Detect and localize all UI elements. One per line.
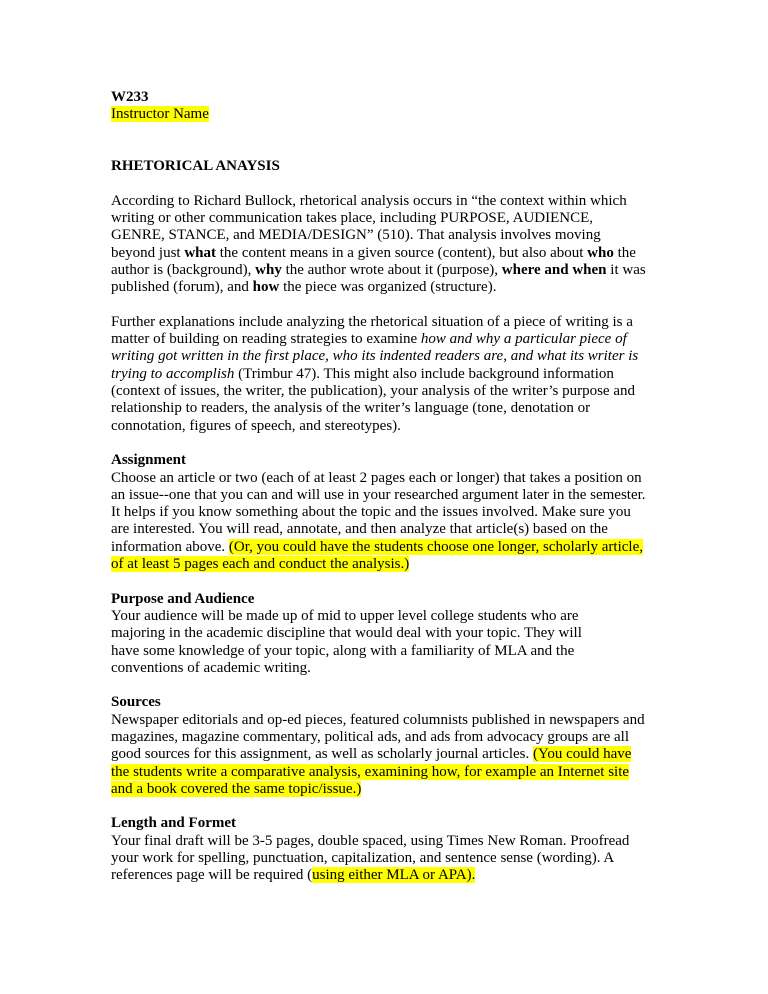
text-line (111, 591, 646, 608)
text-run: (context of issues, the writer, the publication), your analysis of the writer’s purpose and (111, 383, 635, 400)
text-run: According to Richard Bullock, rhetorical analysis occurs in “the context within which (111, 192, 627, 209)
text-run: matter of building on reading strategies to examine (111, 331, 421, 348)
text-run: it was (606, 261, 646, 278)
text-line (111, 643, 646, 660)
text-run: magazines, magazine commentary, political ads, and ads from advocacy groups are all (111, 728, 629, 745)
text-line (111, 227, 646, 244)
section-heading: W233 (111, 89, 149, 105)
text-run: published (forum), and (111, 279, 253, 296)
blank-line (111, 175, 646, 192)
italic-text: writing got written in the first place, who its indented readers are, and what its writer is (111, 348, 639, 365)
text-run: beyond just (111, 244, 185, 261)
text-run: are interested. You will read, annotate, and then analyze that article(s) based on the (111, 521, 608, 538)
blank-line (111, 435, 646, 452)
text-line (111, 193, 646, 210)
text-run: (Trimbur 47). This might also include background information (234, 365, 614, 382)
blank-line (111, 677, 646, 694)
text-line (111, 314, 646, 331)
text-line (111, 850, 646, 867)
text-run: the author wrote about it (purpose), (281, 261, 502, 278)
text-run: have some knowledge of your topic, along with a familiarity of MLA and the (111, 642, 575, 659)
text-run: the piece was organized (structure). (279, 279, 497, 296)
intro-paragraph (111, 193, 646, 297)
text-run: Your audience will be made up of mid to upper level college students who are (111, 607, 579, 624)
text-line (111, 504, 646, 521)
text-line (111, 539, 646, 556)
blank-line (111, 798, 646, 815)
text-line (111, 608, 646, 625)
blank-line (111, 297, 646, 314)
text-run: Choose an article or two (each of at least 2 pages each or longer) that takes a position on (111, 469, 642, 486)
text-line (111, 521, 646, 538)
bold-text: how (252, 279, 280, 296)
text-line (111, 331, 646, 348)
text-run: Further explanations include analyzing the rhetorical situation of a piece of writing is a (111, 313, 633, 330)
bold-text: where and when (501, 261, 607, 278)
text-line (111, 729, 646, 746)
highlighted-text: and a book covered the same topic/issue.) (111, 780, 362, 797)
text-line (111, 764, 646, 781)
text-line (111, 625, 646, 642)
course-code (111, 89, 646, 106)
text-run: good sources for this assignment, as well as scholarly journal articles. (111, 746, 533, 763)
text-run: relationship to readers, the analysis of the writer’s language (tone, denotation or (111, 400, 591, 417)
text-run: GENRE, STANCE, and MEDIA/DESIGN” (510). That analysis involves moving (111, 227, 601, 244)
text-run: It helps if you know something about the topic and the issues involved. Make sure you (111, 504, 631, 521)
sources-section (111, 694, 646, 798)
text-line (111, 279, 646, 296)
text-line (111, 89, 646, 106)
text-line (111, 400, 646, 417)
text-line (111, 746, 646, 763)
text-line (111, 210, 646, 227)
text-line (111, 262, 646, 279)
text-run: the (613, 244, 636, 261)
text-line (111, 833, 646, 850)
text-run: an issue--one that you can and will use in your researched argument later in the semester. (111, 486, 646, 503)
blank-line (111, 141, 646, 158)
highlighted-text: using either MLA or APA). (312, 867, 476, 884)
text-run: information above. (111, 538, 229, 555)
length-format-section (111, 815, 646, 884)
text-line (111, 383, 646, 400)
highlighted-text: (Or, you could have the students choose one longer, scholarly article, (228, 538, 643, 555)
bold-text: what (184, 244, 217, 261)
text-line (111, 366, 646, 383)
bold-text: why (255, 261, 282, 278)
highlighted-text: Instructor Name (111, 106, 209, 123)
text-line (111, 348, 646, 365)
bold-text: who (587, 244, 614, 261)
text-line (111, 781, 646, 798)
highlighted-text: (You could have (533, 746, 632, 763)
text-line (111, 452, 646, 469)
text-line (111, 487, 646, 504)
document-page (111, 89, 646, 885)
text-line (111, 418, 646, 435)
text-line (111, 470, 646, 487)
text-line (111, 556, 646, 573)
text-line (111, 245, 646, 262)
blank-line (111, 573, 646, 590)
section-heading: Sources (111, 694, 161, 711)
blank-line (111, 124, 646, 141)
section-heading: Purpose and Audience (111, 590, 255, 607)
text-run: majoring in the academic discipline that would deal with your topic. They will (111, 625, 582, 642)
text-run: writing or other communication takes place, including PURPOSE, AUDIENCE, (111, 210, 594, 227)
text-run: conventions of academic writing. (111, 659, 311, 676)
text-line (111, 106, 646, 123)
text-run: your work for spelling, punctuation, capitalization, and sentence sense (wording). A (111, 850, 615, 867)
text-run: Your final draft will be 3-5 pages, double spaced, using Times New Roman. Proofread (111, 832, 630, 849)
text-run: connotation, figures of speech, and stereotypes). (111, 417, 401, 434)
instructor-name (111, 106, 646, 123)
text-line (111, 867, 646, 884)
text-run: author is (background), (111, 261, 256, 278)
text-run: the content means in a given source (content), but also about (216, 244, 588, 261)
text-line (111, 712, 646, 729)
purpose-audience-section (111, 591, 646, 677)
section-heading: RHETORICAL ANAYSIS (111, 158, 280, 175)
text-line (111, 815, 646, 832)
highlighted-text: of at least 5 pages each and conduct the analysis.) (111, 556, 410, 573)
assignment-section (111, 452, 646, 573)
document-title (111, 158, 646, 175)
text-line (111, 694, 646, 711)
section-heading: Assignment (111, 452, 187, 469)
highlighted-text: the students write a comparative analysis, examining how, for example an Internet site (111, 763, 630, 780)
explanation-paragraph (111, 314, 646, 435)
text-line (111, 660, 646, 677)
text-run: Newspaper editorials and op-ed pieces, featured columnists published in newspapers and (111, 711, 645, 728)
text-line (111, 158, 646, 175)
italic-text: how and why a particular piece of (420, 331, 627, 348)
text-run: references page will be required ( (111, 867, 313, 884)
section-heading: Length and Formet (111, 815, 236, 832)
italic-text: trying to accomplish (111, 365, 235, 382)
